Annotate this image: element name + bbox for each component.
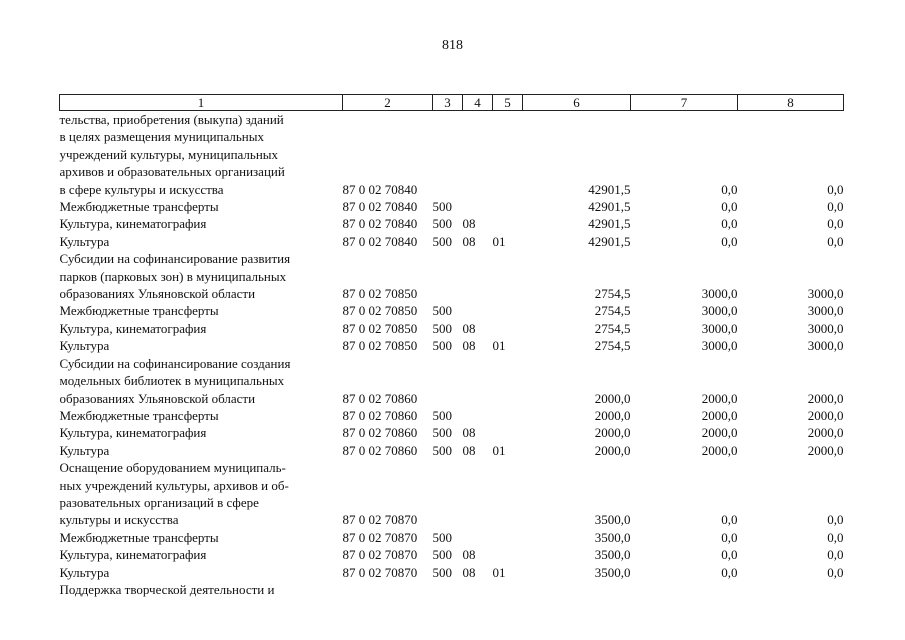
row-target-code xyxy=(343,128,433,145)
table-row xyxy=(60,268,844,285)
row-target-code xyxy=(343,163,433,180)
table-row xyxy=(60,302,844,319)
row-amount-col8 xyxy=(738,459,844,476)
row-amount-col6: 2000,0 xyxy=(594,407,631,423)
row-name: ных учреждений культуры, архивов и об- xyxy=(59,477,289,493)
row-amount-col6: 42901,5 xyxy=(588,181,631,197)
row-section xyxy=(463,128,493,145)
table-row xyxy=(60,529,844,546)
row-section: 08 xyxy=(462,216,476,232)
row-expense-type xyxy=(433,146,463,163)
row-amount-col8 xyxy=(738,146,844,163)
row-expense-type: 500 xyxy=(432,233,452,249)
row-target-code xyxy=(343,477,433,494)
row-name: Межбюджетные трансферты xyxy=(59,407,219,423)
row-amount-col6 xyxy=(523,372,631,389)
row-amount-col8: 0,0 xyxy=(827,529,844,545)
row-amount-col6: 42901,5 xyxy=(588,199,631,215)
row-target-code xyxy=(343,355,433,372)
row-subsection xyxy=(493,181,523,198)
row-section xyxy=(463,285,493,302)
row-subsection xyxy=(493,302,523,319)
row-subsection: 01 xyxy=(492,442,506,458)
row-amount-col8 xyxy=(738,111,844,129)
row-amount-col7: 0,0 xyxy=(721,512,738,528)
row-amount-col7 xyxy=(631,163,738,180)
row-target-code: 87 0 02 70870 xyxy=(342,529,418,545)
row-expense-type: 500 xyxy=(432,425,452,441)
row-amount-col6: 2000,0 xyxy=(594,390,631,406)
row-subsection: 01 xyxy=(492,233,506,249)
row-amount-col8: 2000,0 xyxy=(807,442,844,458)
table-body xyxy=(60,111,844,599)
row-amount-col8 xyxy=(738,477,844,494)
row-amount-col6: 42901,5 xyxy=(588,216,631,232)
row-amount-col8: 3000,0 xyxy=(807,303,844,319)
row-amount-col8: 0,0 xyxy=(827,199,844,215)
row-section xyxy=(463,390,493,407)
row-amount-col6 xyxy=(523,163,631,180)
table-row xyxy=(60,198,844,215)
row-name: разовательных организаций в сфере xyxy=(59,494,259,510)
row-name: архивов и образовательных организаций xyxy=(59,164,285,180)
row-name: Межбюджетные трансферты xyxy=(59,199,219,215)
row-expense-type xyxy=(433,355,463,372)
table-row xyxy=(60,494,844,511)
table-row xyxy=(60,459,844,476)
row-subsection xyxy=(493,546,523,563)
table-row xyxy=(60,477,844,494)
column-header-5: 5 xyxy=(493,95,523,111)
row-name: тельства, приобретения (выкупа) зданий xyxy=(59,112,284,127)
row-expense-type xyxy=(433,494,463,511)
row-amount-col6 xyxy=(523,477,631,494)
row-subsection xyxy=(493,268,523,285)
table-row xyxy=(60,128,844,145)
row-amount-col7: 0,0 xyxy=(721,216,738,232)
row-subsection xyxy=(493,146,523,163)
row-amount-col7: 3000,0 xyxy=(701,338,738,354)
table-row xyxy=(60,146,844,163)
row-expense-type: 500 xyxy=(432,407,452,423)
row-amount-col8 xyxy=(738,494,844,511)
row-amount-col6: 3500,0 xyxy=(594,564,631,580)
row-target-code: 87 0 02 70860 xyxy=(342,425,418,441)
row-target-code xyxy=(343,250,433,267)
row-amount-col8: 3000,0 xyxy=(807,286,844,302)
row-subsection xyxy=(493,581,523,598)
row-amount-col8: 2000,0 xyxy=(807,425,844,441)
row-amount-col6: 3500,0 xyxy=(594,529,631,545)
row-name: Субсидии на софинансирование создания xyxy=(59,355,291,371)
row-section xyxy=(463,459,493,476)
row-subsection xyxy=(493,390,523,407)
row-amount-col6: 42901,5 xyxy=(588,233,631,249)
row-target-code: 87 0 02 70850 xyxy=(342,303,418,319)
row-target-code: 87 0 02 70850 xyxy=(342,320,418,336)
row-section xyxy=(463,407,493,424)
row-subsection xyxy=(493,459,523,476)
row-expense-type: 500 xyxy=(432,216,452,232)
row-expense-type xyxy=(433,372,463,389)
row-target-code: 87 0 02 70840 xyxy=(342,233,418,249)
row-amount-col6: 2000,0 xyxy=(594,442,631,458)
header-row xyxy=(60,95,844,111)
row-target-code: 87 0 02 70860 xyxy=(342,442,418,458)
row-amount-col6 xyxy=(523,146,631,163)
row-section: 08 xyxy=(462,338,476,354)
row-amount-col6 xyxy=(523,459,631,476)
row-target-code xyxy=(343,459,433,476)
page-number: 818 xyxy=(442,38,463,53)
table-row xyxy=(60,390,844,407)
row-subsection: 01 xyxy=(492,338,506,354)
row-amount-col7 xyxy=(631,355,738,372)
row-amount-col7 xyxy=(631,146,738,163)
column-header-7: 7 xyxy=(631,95,738,111)
row-expense-type xyxy=(433,390,463,407)
row-subsection xyxy=(493,477,523,494)
row-section: 08 xyxy=(462,442,476,458)
row-amount-col8: 2000,0 xyxy=(807,407,844,423)
row-subsection xyxy=(493,355,523,372)
row-amount-col6: 2754,5 xyxy=(594,320,631,336)
row-target-code xyxy=(343,111,433,129)
row-expense-type xyxy=(433,128,463,145)
row-target-code: 87 0 02 70850 xyxy=(342,286,418,302)
row-subsection xyxy=(493,407,523,424)
row-section xyxy=(463,111,493,129)
row-target-code: 87 0 02 70840 xyxy=(342,181,418,197)
row-amount-col7: 0,0 xyxy=(721,199,738,215)
row-amount-col8: 0,0 xyxy=(827,512,844,528)
row-expense-type xyxy=(433,511,463,528)
row-amount-col6 xyxy=(523,268,631,285)
row-name: учреждений культуры, муниципальных xyxy=(59,146,279,162)
row-section xyxy=(463,198,493,215)
row-amount-col8: 0,0 xyxy=(827,547,844,563)
row-amount-col8 xyxy=(738,163,844,180)
row-subsection xyxy=(493,285,523,302)
row-amount-col6 xyxy=(523,128,631,145)
row-amount-col8 xyxy=(738,268,844,285)
row-amount-col7 xyxy=(631,372,738,389)
table-row xyxy=(60,564,844,581)
row-expense-type: 500 xyxy=(432,529,452,545)
row-section xyxy=(463,529,493,546)
row-amount-col7 xyxy=(631,581,738,598)
row-subsection xyxy=(493,372,523,389)
row-amount-col7: 0,0 xyxy=(721,233,738,249)
table-row xyxy=(60,111,844,129)
row-expense-type: 500 xyxy=(432,320,452,336)
row-amount-col7: 2000,0 xyxy=(701,425,738,441)
row-section: 08 xyxy=(462,564,476,580)
table-row xyxy=(60,355,844,372)
table-row xyxy=(60,320,844,337)
row-amount-col7: 3000,0 xyxy=(701,320,738,336)
row-amount-col7 xyxy=(631,459,738,476)
row-expense-type xyxy=(433,250,463,267)
column-header-4: 4 xyxy=(463,95,493,111)
row-amount-col7: 2000,0 xyxy=(701,407,738,423)
row-section: 08 xyxy=(462,320,476,336)
row-expense-type: 500 xyxy=(432,547,452,563)
row-section xyxy=(463,250,493,267)
row-section xyxy=(463,494,493,511)
row-amount-col6 xyxy=(523,111,631,129)
column-header-8: 8 xyxy=(738,95,844,111)
row-amount-col7 xyxy=(631,250,738,267)
row-section xyxy=(463,163,493,180)
row-subsection xyxy=(493,250,523,267)
table-row xyxy=(60,215,844,232)
row-amount-col6: 2000,0 xyxy=(594,425,631,441)
table-row xyxy=(60,163,844,180)
row-expense-type: 500 xyxy=(432,199,452,215)
row-subsection xyxy=(493,511,523,528)
row-expense-type xyxy=(433,581,463,598)
column-header-1: 1 xyxy=(60,95,343,111)
row-amount-col8 xyxy=(738,581,844,598)
row-amount-col8 xyxy=(738,355,844,372)
row-section xyxy=(463,477,493,494)
row-name: парков (парковых зон) в муниципальных xyxy=(59,268,287,284)
column-header-2: 2 xyxy=(343,95,433,111)
row-amount-col7 xyxy=(631,111,738,129)
row-expense-type: 500 xyxy=(432,564,452,580)
row-amount-col6 xyxy=(523,250,631,267)
row-subsection xyxy=(493,163,523,180)
row-expense-type xyxy=(433,477,463,494)
row-amount-col6: 2754,5 xyxy=(594,303,631,319)
row-name: Культура xyxy=(59,564,110,580)
row-section: 08 xyxy=(462,547,476,563)
row-amount-col8: 0,0 xyxy=(827,233,844,249)
row-target-code: 87 0 02 70870 xyxy=(342,547,418,563)
row-subsection xyxy=(493,424,523,441)
row-subsection xyxy=(493,215,523,232)
row-name: Межбюджетные трансферты xyxy=(59,303,219,319)
row-name: Культура xyxy=(59,338,110,354)
row-name: Субсидии на софинансирование развития xyxy=(59,251,291,267)
column-header-6: 6 xyxy=(523,95,631,111)
row-expense-type xyxy=(433,163,463,180)
row-name: Культура, кинематография xyxy=(59,216,207,232)
row-amount-col7: 0,0 xyxy=(721,181,738,197)
row-amount-col7 xyxy=(631,268,738,285)
row-name: образованиях Ульяновской области xyxy=(59,286,256,302)
row-target-code: 87 0 02 70850 xyxy=(342,338,418,354)
row-subsection xyxy=(493,494,523,511)
row-expense-type xyxy=(433,459,463,476)
row-target-code: 87 0 02 70840 xyxy=(342,199,418,215)
row-name: в сфере культуры и искусства xyxy=(59,181,224,197)
row-subsection: 01 xyxy=(492,564,506,580)
row-expense-type xyxy=(433,111,463,129)
row-name: образованиях Ульяновской области xyxy=(59,390,256,406)
row-expense-type: 500 xyxy=(432,442,452,458)
row-subsection xyxy=(493,128,523,145)
row-target-code: 87 0 02 70840 xyxy=(342,216,418,232)
row-amount-col7: 3000,0 xyxy=(701,286,738,302)
row-amount-col6: 3500,0 xyxy=(594,512,631,528)
row-amount-col6: 2754,5 xyxy=(594,338,631,354)
row-section xyxy=(463,181,493,198)
row-amount-col7 xyxy=(631,477,738,494)
row-amount-col6: 3500,0 xyxy=(594,547,631,563)
table-row xyxy=(60,233,844,250)
row-amount-col6 xyxy=(523,494,631,511)
row-section xyxy=(463,372,493,389)
row-target-code: 87 0 02 70860 xyxy=(342,407,418,423)
row-subsection xyxy=(493,320,523,337)
row-name: Культура, кинематография xyxy=(59,320,207,336)
row-target-code xyxy=(343,581,433,598)
row-amount-col6 xyxy=(523,355,631,372)
row-amount-col8 xyxy=(738,372,844,389)
row-expense-type xyxy=(433,285,463,302)
row-target-code xyxy=(343,372,433,389)
row-amount-col8: 0,0 xyxy=(827,181,844,197)
table-row xyxy=(60,372,844,389)
row-amount-col8: 0,0 xyxy=(827,216,844,232)
table-row xyxy=(60,581,844,598)
row-amount-col8: 3000,0 xyxy=(807,338,844,354)
table-row xyxy=(60,511,844,528)
column-header-3: 3 xyxy=(433,95,463,111)
row-amount-col6 xyxy=(523,581,631,598)
row-name: в целях размещения муниципальных xyxy=(59,129,264,145)
row-amount-col7: 2000,0 xyxy=(701,390,738,406)
table-row xyxy=(60,337,844,354)
row-target-code xyxy=(343,146,433,163)
table-row xyxy=(60,546,844,563)
row-amount-col7: 2000,0 xyxy=(701,442,738,458)
row-expense-type xyxy=(433,181,463,198)
row-amount-col8: 0,0 xyxy=(827,564,844,580)
row-name: Оснащение оборудованием муниципаль- xyxy=(59,460,286,476)
row-expense-type: 500 xyxy=(432,338,452,354)
row-section xyxy=(463,581,493,598)
row-amount-col7 xyxy=(631,494,738,511)
row-name: Культура, кинематография xyxy=(59,425,207,441)
row-name: Культура xyxy=(59,442,110,458)
row-name: модельных библиотек в муниципальных xyxy=(59,373,285,389)
budget-table xyxy=(59,94,844,598)
row-section: 08 xyxy=(462,425,476,441)
row-section xyxy=(463,511,493,528)
row-name: Межбюджетные трансферты xyxy=(59,529,219,545)
table-row xyxy=(60,250,844,267)
row-name: Культура xyxy=(59,233,110,249)
table-row xyxy=(60,285,844,302)
table-row xyxy=(60,442,844,459)
row-name: культуры и искусства xyxy=(59,512,179,528)
table-row xyxy=(60,407,844,424)
row-amount-col8 xyxy=(738,250,844,267)
row-expense-type xyxy=(433,268,463,285)
row-section xyxy=(463,268,493,285)
row-amount-col8: 2000,0 xyxy=(807,390,844,406)
table-row xyxy=(60,181,844,198)
row-amount-col6: 2754,5 xyxy=(594,286,631,302)
row-target-code: 87 0 02 70860 xyxy=(342,390,418,406)
row-section xyxy=(463,355,493,372)
row-name: Культура, кинематография xyxy=(59,547,207,563)
row-amount-col7: 0,0 xyxy=(721,529,738,545)
row-amount-col7: 0,0 xyxy=(721,564,738,580)
row-subsection xyxy=(493,111,523,129)
row-expense-type: 500 xyxy=(432,303,452,319)
row-target-code: 87 0 02 70870 xyxy=(342,564,418,580)
row-amount-col8: 3000,0 xyxy=(807,320,844,336)
row-target-code xyxy=(343,268,433,285)
row-subsection xyxy=(493,529,523,546)
row-amount-col7 xyxy=(631,128,738,145)
row-amount-col7: 3000,0 xyxy=(701,303,738,319)
row-subsection xyxy=(493,198,523,215)
row-section xyxy=(463,146,493,163)
row-amount-col7: 0,0 xyxy=(721,547,738,563)
row-name: Поддержка творческой деятельности и xyxy=(59,581,275,597)
table-row xyxy=(60,424,844,441)
row-section: 08 xyxy=(462,233,476,249)
row-target-code: 87 0 02 70870 xyxy=(342,512,418,528)
row-amount-col8 xyxy=(738,128,844,145)
row-section xyxy=(463,302,493,319)
row-target-code xyxy=(343,494,433,511)
